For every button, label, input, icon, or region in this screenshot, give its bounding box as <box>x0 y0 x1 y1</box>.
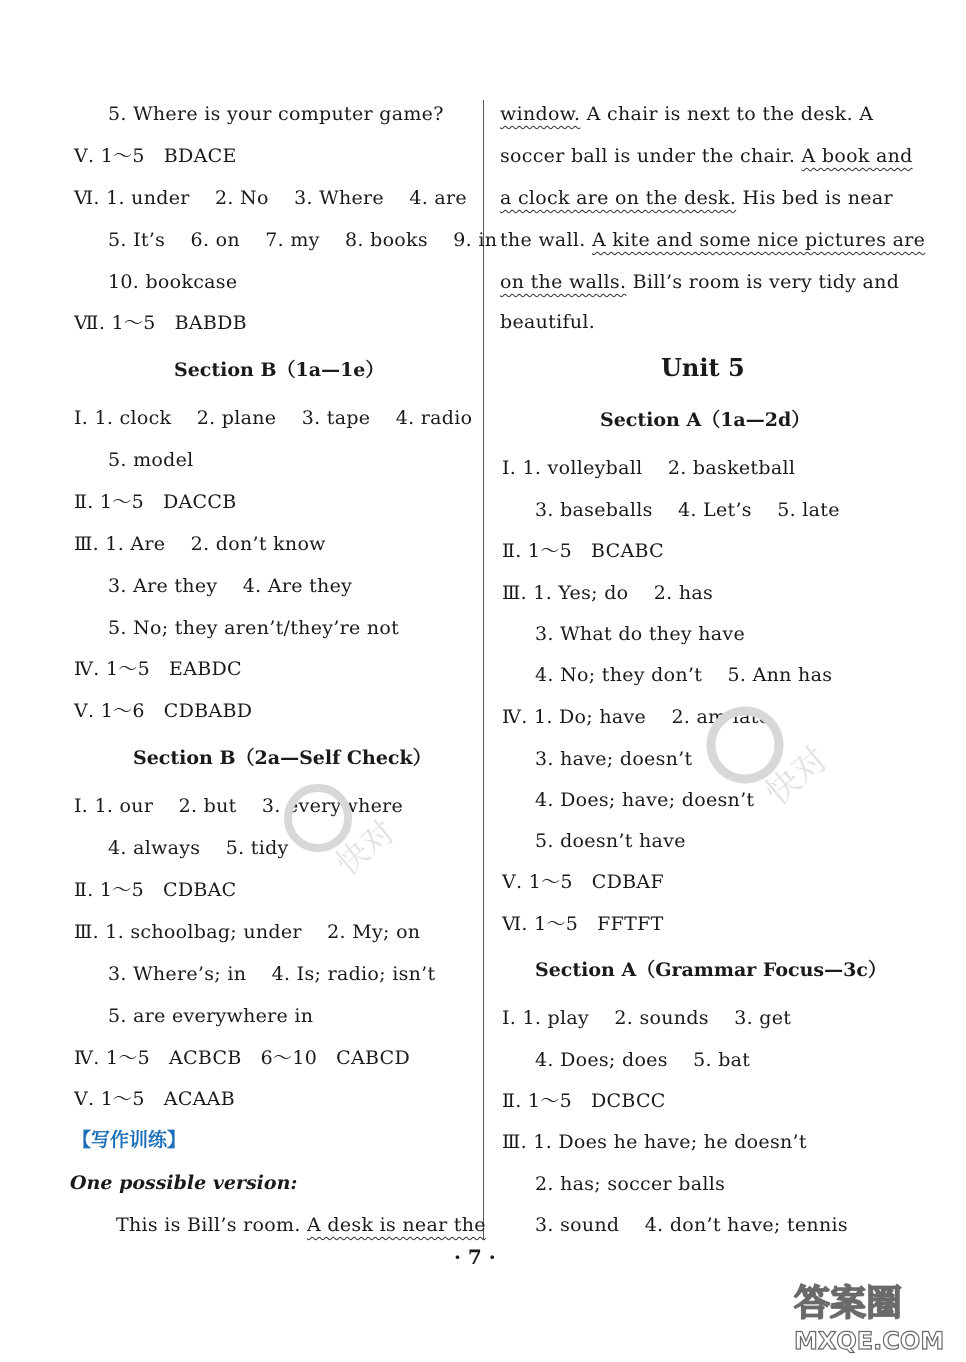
essay-line <box>500 144 913 168</box>
essay-wavy-text: A desk is near the <box>307 1214 486 1236</box>
essay-wavy-text: A book and <box>801 145 913 167</box>
watermark-logo-icon <box>270 770 420 900</box>
essay-text: soccer ball is under the chair. <box>500 145 802 167</box>
essay-line: beautiful. <box>500 311 596 333</box>
site-logo-icon <box>790 1275 960 1355</box>
possible-version-label: One possible version: <box>70 1172 298 1194</box>
essay-wavy-text: window. <box>500 103 581 125</box>
essay-text: Bill’s room is very tidy and <box>626 271 900 293</box>
answer-line: 5. are everywhere in <box>108 1005 314 1027</box>
answer-line: 5. doesn’t have <box>535 830 686 852</box>
answer-line: Ⅰ. 1. volleyball 2. basketball <box>502 457 796 479</box>
answer-line: 3. What do they have <box>535 623 746 645</box>
unit-title: Unit 5 <box>661 353 745 382</box>
answer-line: Ⅱ. 1～5 DCBCC <box>502 1090 666 1112</box>
column-divider <box>483 100 484 1240</box>
answer-line: 3. Are they 4. Are they <box>108 575 353 597</box>
essay-wavy-text: A kite and some nice pictures are <box>591 229 926 251</box>
answer-line: 5. No; they aren’t/they’re not <box>108 617 400 639</box>
writing-practice-tag: 【写作训练】 <box>72 1129 187 1151</box>
answer-line: Ⅲ. 1. Are 2. don’t know <box>74 533 326 555</box>
essay-text: His bed is near <box>736 187 893 209</box>
answer-line: 2. has; soccer balls <box>535 1173 726 1195</box>
answer-line: Ⅳ. 1. Do; have 2. am late <box>502 706 771 728</box>
answer-line: 3. sound 4. don’t have; tennis <box>535 1214 848 1236</box>
answer-line: 3. Where’s; in 4. Is; radio; isn’t <box>108 963 436 985</box>
answer-line: Ⅳ. 1～5 ACBCB 6～10 CABCD <box>74 1047 410 1069</box>
page-number: · 7 · <box>454 1245 496 1269</box>
answer-line: Ⅴ. 1～5 CDBAF <box>502 871 664 893</box>
answer-line: 3. have; doesn’t <box>535 748 693 770</box>
essay-line <box>116 1213 486 1237</box>
answer-line: 4. Does; have; doesn’t <box>535 789 755 811</box>
section-heading: Section B（2a—Self Check） <box>133 747 432 769</box>
answer-line: 5. model <box>108 449 194 471</box>
watermark-text: 快对 <box>757 739 836 814</box>
answer-line: 5. Where is your computer game? <box>108 103 444 125</box>
answer-line: 5. It’s 6. on 7. my 8. books 9. in <box>108 229 498 251</box>
essay-text: A chair is next to the desk. A <box>580 103 874 125</box>
answer-line: Ⅰ. 1. clock 2. plane 3. tape 4. radio <box>74 407 473 429</box>
essay-line <box>500 228 925 252</box>
site-logo-text: 答案圈 <box>794 1283 903 1324</box>
essay-wavy-text: a clock are on the desk. <box>500 187 737 209</box>
answer-line: Ⅳ. 1～5 EABDC <box>74 658 242 680</box>
site-url-text: MXQE.COM <box>794 1327 945 1355</box>
answer-line: Ⅴ. 1～5 ACAAB <box>74 1088 235 1110</box>
answer-line: Ⅱ. 1～5 CDBAC <box>74 879 237 901</box>
answer-line: Ⅲ. 1. Does he have; he doesn’t <box>502 1131 807 1153</box>
essay-line <box>500 102 873 126</box>
answer-line: Ⅲ. 1. schoolbag; under 2. My; on <box>74 921 421 943</box>
section-heading: Section A（1a—2d） <box>600 409 811 431</box>
essay-line <box>500 270 899 294</box>
watermark-logo-icon <box>690 690 850 830</box>
answer-line: Ⅴ. 1～5 BDACE <box>74 145 237 167</box>
answer-line: Ⅱ. 1～5 DACCB <box>74 491 237 513</box>
answer-line: 4. always 5. tidy <box>108 837 289 859</box>
answer-line: Ⅰ. 1. our 2. but 3. everywhere <box>74 795 404 817</box>
answer-line: Ⅱ. 1～5 BCABC <box>502 540 664 562</box>
essay-text: the wall. <box>500 229 592 251</box>
answer-line: Ⅶ. 1～5 BABDB <box>74 312 247 334</box>
answer-line: 4. No; they don’t 5. Ann has <box>535 664 833 686</box>
essay-line <box>500 186 893 210</box>
answer-line: Ⅲ. 1. Yes; do 2. has <box>502 582 714 604</box>
watermark-text: 快对 <box>328 812 403 883</box>
answer-line: Ⅵ. 1～5 FFTFT <box>502 913 664 935</box>
section-heading: Section B（1a—1e） <box>174 359 385 381</box>
answer-line: 4. Does; does 5. bat <box>535 1049 751 1071</box>
essay-text: This is Bill’s room. <box>116 1214 308 1236</box>
essay-wavy-text: on the walls. <box>500 271 627 293</box>
answer-line: 3. baseballs 4. Let’s 5. late <box>535 499 840 521</box>
section-heading: Section A（Grammar Focus—3c） <box>535 959 887 981</box>
answer-line: 10. bookcase <box>108 271 238 293</box>
answer-line: Ⅰ. 1. play 2. sounds 3. get <box>502 1007 792 1029</box>
answer-line: Ⅵ. 1. under 2. No 3. Where 4. are <box>74 187 467 209</box>
answer-line: Ⅴ. 1～6 CDBABD <box>74 700 253 722</box>
